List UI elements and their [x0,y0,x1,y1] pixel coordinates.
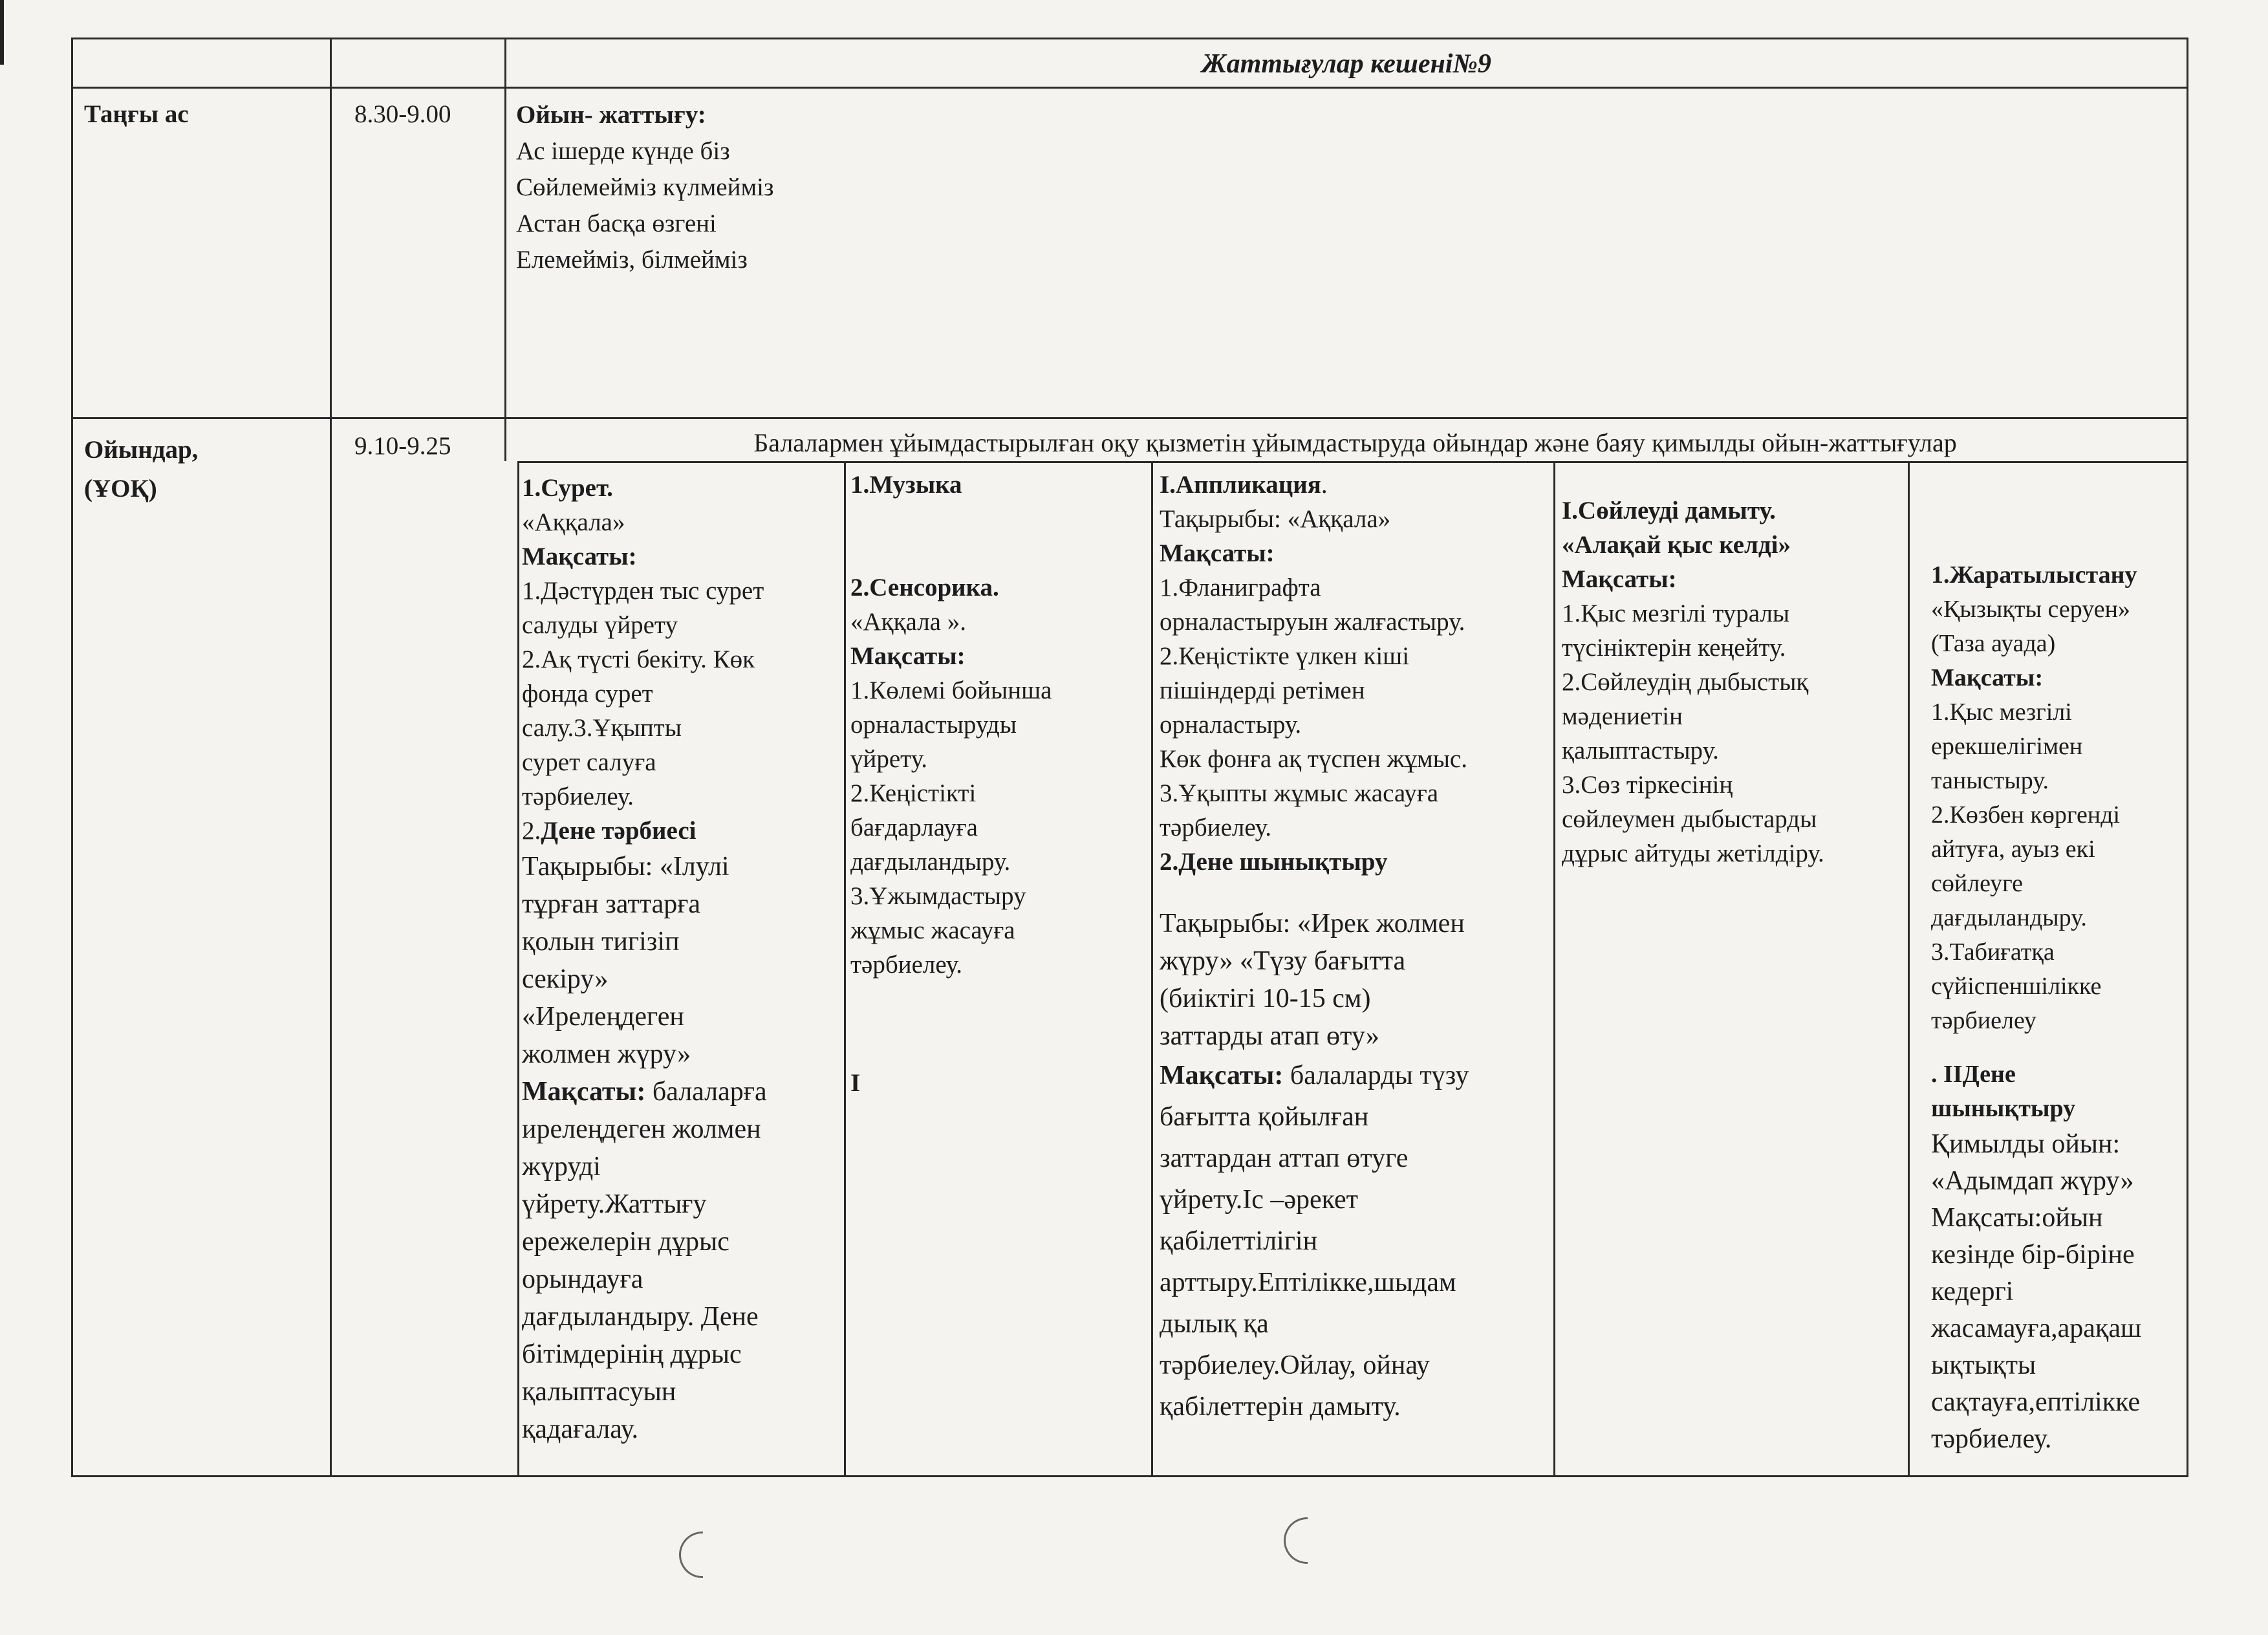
drawing-text: салуды үйрету [522,611,678,639]
breakfast-poem-line: Сөйлемейміз күлмейміз [516,173,774,201]
applique-text: тәрбиелеу. [1160,814,1272,841]
spacer [1931,1038,2185,1057]
drawing-text: 2.Ақ түсті бекіту. Көк [522,645,755,673]
hardening-text: Тақырыбы: «Ирек жолмен [1160,909,1465,938]
games-label-code: (ҰОҚ) [84,475,157,503]
drawing-goal-label: Мақсаты: [522,543,637,570]
nature-text: ерекшелігімен [1931,733,2083,760]
table-left-border [71,38,73,1477]
nature-topic: «Қызықты серуен» [1931,596,2130,623]
applique-text: 3.Ұқыпты жұмыс жасауға [1160,779,1438,807]
drawing-text: фонда сурет [522,680,653,708]
drawing-topic: «Аққала» [522,508,625,536]
outdoor-pe-text: жасамауға,арақаш [1931,1314,2142,1343]
speech-text: 2.Сөйлеудің дыбыстық [1562,668,1809,696]
hardening-goal-label: Мақсаты: [1160,1061,1284,1090]
hardening-text: тәрбиелеу.Ойлау, ойнау [1160,1350,1430,1380]
sensory-heading: 2.Сенсорика. [850,574,999,601]
drawing-heading: 1.Сурет. [522,474,613,502]
applique-goal-label: Мақсаты: [1160,539,1275,567]
pe-text: дағдыландыру. Дене [522,1302,759,1332]
subcolumn-divider-2 [1151,461,1153,1477]
drawing-column [522,471,842,1448]
nature-subtitle: (Таза ауада) [1931,630,2056,657]
hardening-text: заттардан аттап өтуге [1160,1143,1409,1173]
sensory-text: бағдарлауға [850,814,978,841]
applique-column [1160,468,1551,1427]
outdoor-pe-heading: . ІІДене [1931,1061,2016,1088]
exercise-complex-title: Жаттығулар кешені№9 [1202,49,1491,79]
games-intro-cell [524,426,2187,460]
breakfast-time-cell [354,97,497,132]
applique-text: 1.Фланиграфта [1160,574,1321,601]
sensory-text: жұмыс жасауға [850,916,1015,944]
spacer [1160,879,1551,905]
sensory-text: 1.Көлемі бойынша [850,677,1052,704]
subcolumn-divider-4 [1908,461,1910,1477]
speech-text: дұрыс айтуды жетілдіру. [1562,839,1824,867]
nature-goal-label: Мақсаты: [1931,664,2044,691]
nature-column [1931,558,2185,1458]
hardening-heading: 2.Дене шынықтыру [1160,848,1388,876]
subcolumn-divider-3 [1553,461,1555,1477]
hardening-text: заттарды атап өту» [1160,1021,1379,1051]
hardening-goal-line [1160,1055,1551,1096]
pe-goal-label: Мақсаты: [522,1077,646,1107]
schedule-table [71,38,2188,1477]
sensory-text: тәрбиелеу. [850,951,963,979]
drawing-text: салу.3.Ұқыпты [522,714,682,742]
games-time: 9.10-9.25 [354,432,451,460]
drawing-text: сурет салуға [522,748,656,776]
hardening-text: қабілеттілігін [1160,1226,1318,1256]
sensory-text: 3.Ұжымдастыру [850,882,1026,910]
scan-edge-mark [0,0,4,65]
speech-heading: І.Сөйлеуді дамыту. [1562,497,1776,525]
pencil-mark [1284,1517,1308,1564]
sensory-goal-label: Мақсаты: [850,642,966,670]
pe-text: қалыптасуын [522,1377,676,1407]
nature-text: тәрбиелеу [1931,1007,2036,1034]
pe-text: орындауға [522,1264,643,1294]
hardening-text: (биіктігі 10-15 см) [1160,984,1371,1013]
games-intro-text: Балалармен ұйымдастырылған оқу қызметін ұйымдастыруда ойындар және баяу қимылды ойын-жаттығулар [753,428,1957,457]
music-sensory-column [850,468,1148,1100]
time-subcolumn-divider [517,461,519,1477]
breakfast-content-cell [516,97,2172,278]
outdoor-pe-text: кедергі [1931,1277,2014,1306]
sensory-text: орналастыруды [850,711,1017,739]
outdoor-pe-text: Қимылды ойын: [1931,1129,2121,1159]
hardening-text: арттыру.Ептілікке,шыдам [1160,1268,1456,1297]
subcolumn-top-border [517,461,2188,463]
hardening-text: бағытта қойылған [1160,1102,1369,1132]
pe-text: үйрету.Жаттығу [522,1189,707,1219]
hardening-text: қабілеттерін дамыту. [1160,1392,1401,1422]
pe-goal-line [522,1073,842,1110]
sensory-text: дағдыландыру. [850,848,1011,876]
applique-title: І.Аппликация [1160,471,1321,499]
nature-text: 2.Көзбен көргенді [1931,801,2121,828]
breakfast-label: Таңғы ас [84,100,189,128]
nature-text: сөйлеуге [1931,870,2024,897]
pe-text: Тақырыбы: «Ілулі [522,852,729,882]
nature-text: дағдыландыру. [1931,904,2087,931]
outdoor-pe-text: Мақсаты:ойын [1931,1203,2103,1233]
games-label-cell [84,431,323,508]
speech-topic: «Алақай қыс келді» [1562,531,1791,559]
pencil-mark [679,1532,703,1578]
pe-text: тұрған заттарға [522,889,701,919]
speech-text: түсініктерін кеңейту. [1562,634,1786,662]
pe-text: «Ирелеңдеген [522,1002,684,1032]
breakfast-time: 8.30-9.00 [354,100,451,128]
page-title [506,47,2187,81]
applique-text: орналастыруын жалғастыру. [1160,608,1465,636]
breakfast-label-cell [84,97,323,132]
pe-text: бітімдерінің дұрыс [522,1339,742,1369]
pe-title: Дене тәрбиесі [541,817,697,845]
sensory-text: үйрету. [850,745,928,773]
drawing-text: 1.Дәстүрден тыс сурет [522,577,764,605]
speech-goal-label: Мақсаты: [1562,565,1677,593]
pe-heading [522,814,842,848]
sensory-text: 2.Кеңістікті [850,779,977,807]
outdoor-pe-text: сақтауға,ептілікке [1931,1387,2141,1417]
roman-numeral-marker: І [850,1069,861,1097]
pe-text: секіру» [522,964,609,994]
subcolumn-divider-1 [844,461,846,1477]
table-bottom-border [71,1475,2188,1477]
nature-text: таныстыру. [1931,767,2049,794]
table-top-border [71,38,2188,39]
speech-column [1562,493,1905,871]
nature-text: айтуға, ауыз екі [1931,836,2095,863]
pe-goal-text: балаларға [645,1077,767,1107]
pe-text: қолын тигізіп [522,927,680,957]
spacer [850,502,1148,570]
pe-text: жолмен жүру» [522,1039,691,1069]
games-time-cell [354,429,497,464]
outdoor-pe-text: тәрбиелеу. [1931,1424,2052,1454]
pe-number: 2. [522,817,541,845]
sensory-topic: «Аққала ». [850,608,966,636]
hardening-text: жүру» «Түзу бағытта [1160,946,1406,976]
spacer [850,982,1148,1066]
speech-text: 1.Қыс мезгілі туралы [1562,600,1790,627]
pe-text: қадағалау. [522,1414,639,1444]
games-label: Ойындар, [84,436,199,464]
speech-text: сөйлеумен дыбыстарды [1562,805,1817,833]
applique-text: Көк фонға ақ түспен жұмыс. [1160,745,1467,773]
breakfast-row-border [71,417,2188,419]
music-heading: 1.Музыка [850,471,962,499]
pe-text: ирелеңдеген жолмен [522,1114,761,1144]
pe-text: ережелерін дұрыс [522,1227,729,1257]
breakfast-heading: Ойын- жаттығу: [516,101,706,129]
outdoor-pe-heading-2: шынықтыру [1931,1095,2076,1122]
speech-text: 3.Сөз тіркесінің [1562,771,1733,799]
outdoor-pe-text: «Адымдап жүру» [1931,1166,2134,1196]
label-time-divider [330,38,332,1477]
hardening-text: үйрету.Іс –әрекет [1160,1185,1358,1215]
applique-dot: . [1321,471,1328,499]
nature-text: сүйіспеншілікке [1931,973,2102,1000]
applique-text: орналастыру. [1160,711,1302,739]
breakfast-poem-line: Елемейміз, білмейміз [516,246,748,274]
outdoor-pe-text: ықтықты [1931,1350,2036,1380]
applique-text: пішіндерді ретімен [1160,677,1365,704]
breakfast-poem-line: Астан басқа өзгені [516,210,717,237]
nature-text: 3.Табиғатқа [1931,938,2055,966]
breakfast-poem-line: Ас ішерде күнде біз [516,137,730,165]
header-row-border [71,87,2188,89]
applique-text: 2.Кеңістікте үлкен кіші [1160,642,1410,670]
speech-text: қалыптастыру. [1562,737,1719,764]
applique-topic: Тақырыбы: «Аққала» [1160,505,1391,533]
applique-heading [1160,468,1551,502]
hardening-text: дылық қа [1160,1309,1269,1339]
hardening-goal-text: балаларды түзу [1283,1061,1469,1090]
pe-text: жүруді [522,1152,601,1182]
nature-heading: 1.Жаратылыстану [1931,561,2137,589]
outdoor-pe-text: кезінде бір-біріне [1931,1240,2135,1270]
table-right-border [2187,38,2188,1477]
time-content-divider [504,38,506,461]
drawing-text: тәрбиелеу. [522,783,634,810]
speech-text: мәдениетін [1562,702,1683,730]
nature-text: 1.Қыс мезгілі [1931,698,2072,726]
